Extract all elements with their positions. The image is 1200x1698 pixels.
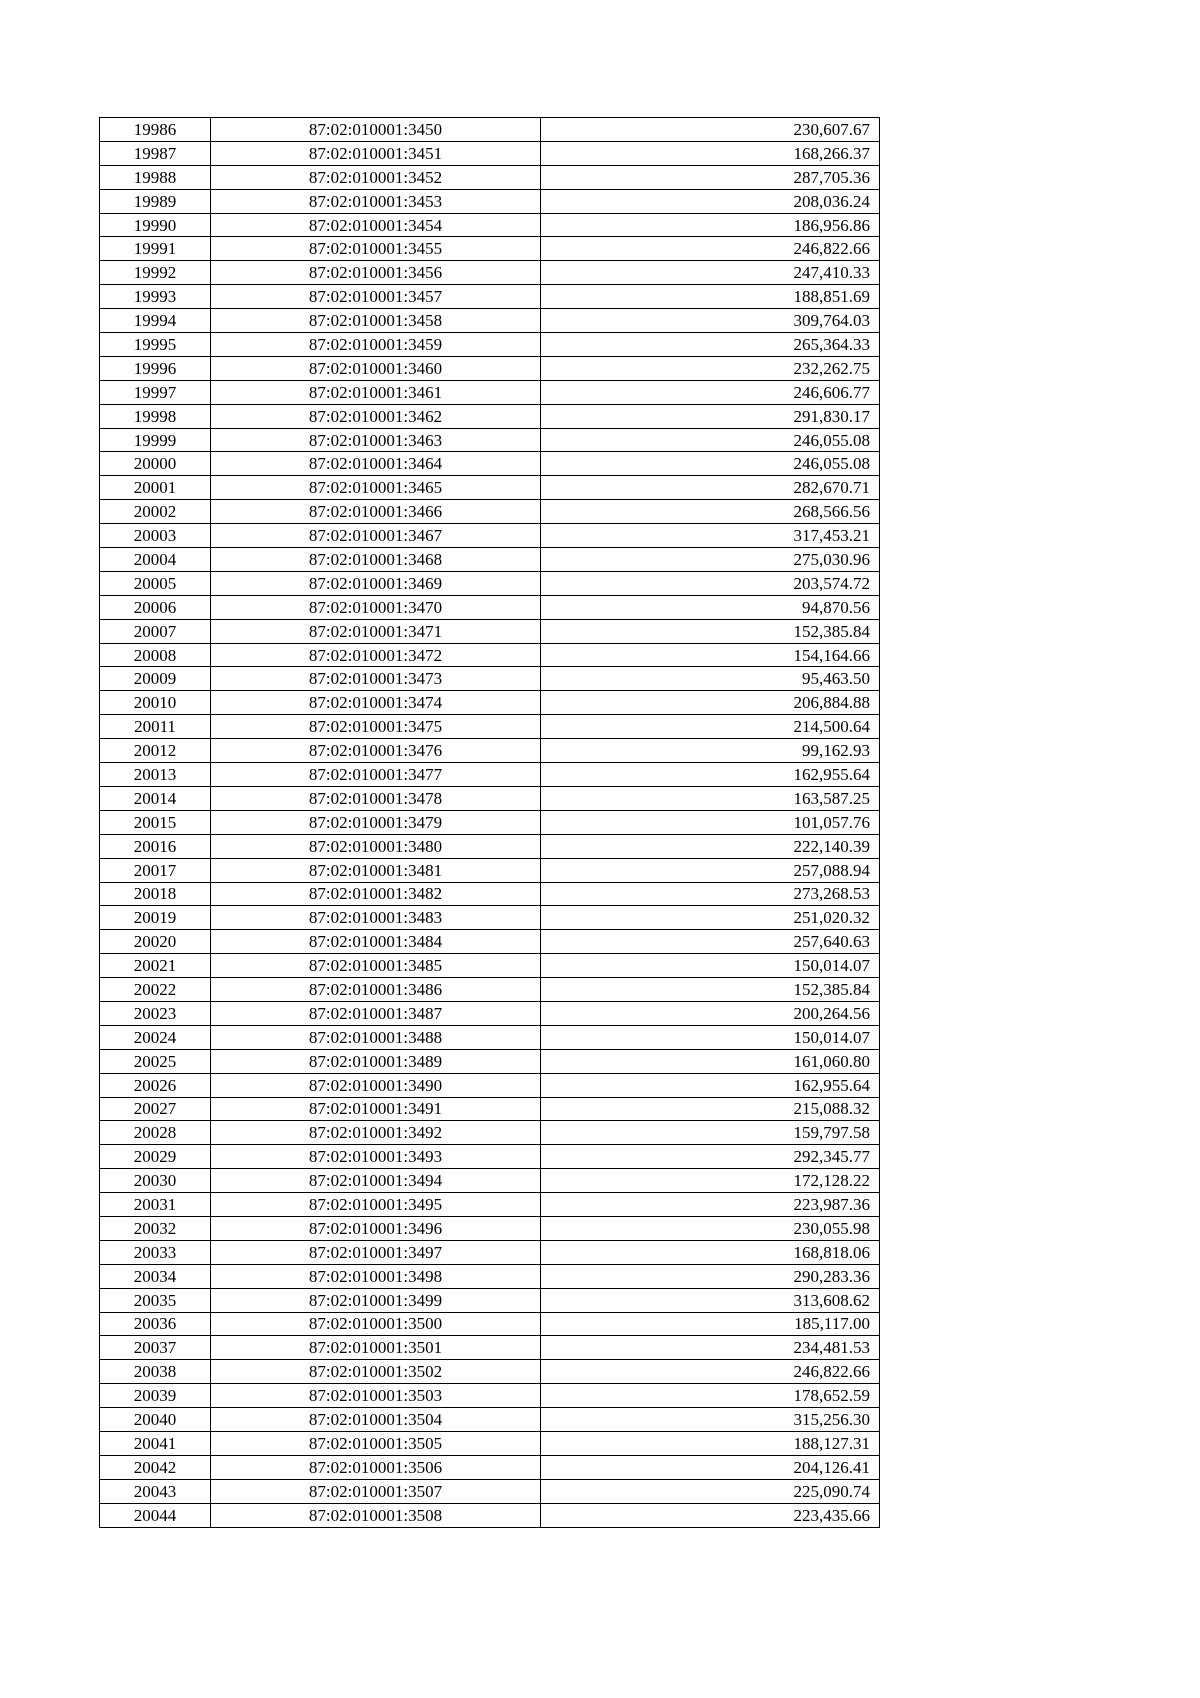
table-row bbox=[100, 1479, 880, 1503]
cadastral-value-cell: 208,036.24 bbox=[541, 189, 880, 213]
table-body bbox=[100, 118, 880, 1528]
cadastral-value-cell: 275,030.96 bbox=[541, 548, 880, 572]
cadastral-value-cell: 168,266.37 bbox=[541, 141, 880, 165]
table-row bbox=[100, 452, 880, 476]
cadastral-value-cell: 223,987.36 bbox=[541, 1193, 880, 1217]
row-number-cell: 19992 bbox=[100, 261, 211, 285]
table-row bbox=[100, 1073, 880, 1097]
row-number-cell: 20011 bbox=[100, 715, 211, 739]
cadastral-number-cell: 87:02:010001:3487 bbox=[211, 1001, 541, 1025]
cadastral-number-cell: 87:02:010001:3466 bbox=[211, 500, 541, 524]
cadastral-number-cell: 87:02:010001:3469 bbox=[211, 571, 541, 595]
cadastral-value-cell: 152,385.84 bbox=[541, 978, 880, 1002]
cadastral-number-cell: 87:02:010001:3468 bbox=[211, 548, 541, 572]
cadastral-value-cell: 287,705.36 bbox=[541, 165, 880, 189]
cadastral-value-cell: 215,088.32 bbox=[541, 1097, 880, 1121]
cadastral-value-cell: 178,652.59 bbox=[541, 1384, 880, 1408]
row-number-cell: 20005 bbox=[100, 571, 211, 595]
cadastral-value-cell: 234,481.53 bbox=[541, 1336, 880, 1360]
cadastral-number-cell: 87:02:010001:3495 bbox=[211, 1193, 541, 1217]
cadastral-value-cell: 317,453.21 bbox=[541, 524, 880, 548]
row-number-cell: 20003 bbox=[100, 524, 211, 548]
row-number-cell: 20034 bbox=[100, 1264, 211, 1288]
table-row bbox=[100, 595, 880, 619]
row-number-cell: 20009 bbox=[100, 667, 211, 691]
cadastral-value-cell: 162,955.64 bbox=[541, 763, 880, 787]
row-number-cell: 20042 bbox=[100, 1455, 211, 1479]
cadastral-number-cell: 87:02:010001:3471 bbox=[211, 619, 541, 643]
cadastral-value-cell: 230,055.98 bbox=[541, 1216, 880, 1240]
cadastral-value-cell: 257,088.94 bbox=[541, 858, 880, 882]
table-row bbox=[100, 428, 880, 452]
cadastral-number-cell: 87:02:010001:3493 bbox=[211, 1145, 541, 1169]
row-number-cell: 20025 bbox=[100, 1049, 211, 1073]
cadastral-number-cell: 87:02:010001:3497 bbox=[211, 1240, 541, 1264]
cadastral-number-cell: 87:02:010001:3476 bbox=[211, 739, 541, 763]
cadastral-number-cell: 87:02:010001:3467 bbox=[211, 524, 541, 548]
row-number-cell: 20026 bbox=[100, 1073, 211, 1097]
cadastral-number-cell: 87:02:010001:3464 bbox=[211, 452, 541, 476]
row-number-cell: 20022 bbox=[100, 978, 211, 1002]
cadastral-value-cell: 163,587.25 bbox=[541, 786, 880, 810]
cadastral-number-cell: 87:02:010001:3477 bbox=[211, 763, 541, 787]
cadastral-number-cell: 87:02:010001:3478 bbox=[211, 786, 541, 810]
table-row bbox=[100, 1097, 880, 1121]
table-row bbox=[100, 1025, 880, 1049]
cadastral-value-cell: 94,870.56 bbox=[541, 595, 880, 619]
row-number-cell: 20008 bbox=[100, 643, 211, 667]
table-row bbox=[100, 1240, 880, 1264]
table-row bbox=[100, 571, 880, 595]
cadastral-number-cell: 87:02:010001:3479 bbox=[211, 810, 541, 834]
table-row bbox=[100, 309, 880, 333]
cadastral-value-cell: 168,818.06 bbox=[541, 1240, 880, 1264]
table-row bbox=[100, 1169, 880, 1193]
cadastral-value-cell: 246,055.08 bbox=[541, 428, 880, 452]
row-number-cell: 20010 bbox=[100, 691, 211, 715]
cadastral-value-cell: 161,060.80 bbox=[541, 1049, 880, 1073]
cadastral-value-cell: 99,162.93 bbox=[541, 739, 880, 763]
row-number-cell: 20038 bbox=[100, 1360, 211, 1384]
cadastral-value-cell: 150,014.07 bbox=[541, 954, 880, 978]
cadastral-number-cell: 87:02:010001:3459 bbox=[211, 333, 541, 357]
cadastral-value-cell: 172,128.22 bbox=[541, 1169, 880, 1193]
table-row bbox=[100, 834, 880, 858]
row-number-cell: 20019 bbox=[100, 906, 211, 930]
row-number-cell: 19991 bbox=[100, 237, 211, 261]
cadastral-value-cell: 214,500.64 bbox=[541, 715, 880, 739]
cadastral-value-cell: 206,884.88 bbox=[541, 691, 880, 715]
cadastral-number-cell: 87:02:010001:3482 bbox=[211, 882, 541, 906]
table-row bbox=[100, 1455, 880, 1479]
cadastral-number-cell: 87:02:010001:3504 bbox=[211, 1408, 541, 1432]
cadastral-value-cell: 257,640.63 bbox=[541, 930, 880, 954]
cadastral-number-cell: 87:02:010001:3475 bbox=[211, 715, 541, 739]
cadastral-value-cell: 222,140.39 bbox=[541, 834, 880, 858]
cadastral-value-cell: 152,385.84 bbox=[541, 619, 880, 643]
cadastral-value-cell: 150,014.07 bbox=[541, 1025, 880, 1049]
row-number-cell: 20037 bbox=[100, 1336, 211, 1360]
row-number-cell: 19999 bbox=[100, 428, 211, 452]
cadastral-number-cell: 87:02:010001:3503 bbox=[211, 1384, 541, 1408]
table-row bbox=[100, 691, 880, 715]
cadastral-value-table bbox=[99, 117, 880, 1528]
cadastral-number-cell: 87:02:010001:3481 bbox=[211, 858, 541, 882]
cadastral-number-cell: 87:02:010001:3508 bbox=[211, 1503, 541, 1527]
cadastral-number-cell: 87:02:010001:3484 bbox=[211, 930, 541, 954]
row-number-cell: 19995 bbox=[100, 333, 211, 357]
cadastral-value-cell: 204,126.41 bbox=[541, 1455, 880, 1479]
table-row bbox=[100, 333, 880, 357]
cadastral-number-cell: 87:02:010001:3470 bbox=[211, 595, 541, 619]
cadastral-number-cell: 87:02:010001:3450 bbox=[211, 118, 541, 142]
table-row bbox=[100, 548, 880, 572]
row-number-cell: 20032 bbox=[100, 1216, 211, 1240]
row-number-cell: 20020 bbox=[100, 930, 211, 954]
table-row bbox=[100, 1193, 880, 1217]
table-row bbox=[100, 1360, 880, 1384]
table-row bbox=[100, 882, 880, 906]
row-number-cell: 20017 bbox=[100, 858, 211, 882]
row-number-cell: 20027 bbox=[100, 1097, 211, 1121]
cadastral-number-cell: 87:02:010001:3458 bbox=[211, 309, 541, 333]
table-row bbox=[100, 763, 880, 787]
cadastral-number-cell: 87:02:010001:3496 bbox=[211, 1216, 541, 1240]
row-number-cell: 20030 bbox=[100, 1169, 211, 1193]
cadastral-value-cell: 101,057.76 bbox=[541, 810, 880, 834]
table-row bbox=[100, 1431, 880, 1455]
row-number-cell: 20006 bbox=[100, 595, 211, 619]
cadastral-number-cell: 87:02:010001:3473 bbox=[211, 667, 541, 691]
cadastral-number-cell: 87:02:010001:3492 bbox=[211, 1121, 541, 1145]
row-number-cell: 20033 bbox=[100, 1240, 211, 1264]
row-number-cell: 20018 bbox=[100, 882, 211, 906]
table-row bbox=[100, 1408, 880, 1432]
cadastral-number-cell: 87:02:010001:3494 bbox=[211, 1169, 541, 1193]
row-number-cell: 20014 bbox=[100, 786, 211, 810]
table-row bbox=[100, 667, 880, 691]
table-row bbox=[100, 1216, 880, 1240]
cadastral-number-cell: 87:02:010001:3488 bbox=[211, 1025, 541, 1049]
row-number-cell: 20012 bbox=[100, 739, 211, 763]
cadastral-value-cell: 268,566.56 bbox=[541, 500, 880, 524]
cadastral-number-cell: 87:02:010001:3452 bbox=[211, 165, 541, 189]
cadastral-number-cell: 87:02:010001:3507 bbox=[211, 1479, 541, 1503]
row-number-cell: 19994 bbox=[100, 309, 211, 333]
row-number-cell: 20043 bbox=[100, 1479, 211, 1503]
cadastral-number-cell: 87:02:010001:3499 bbox=[211, 1288, 541, 1312]
table-row bbox=[100, 500, 880, 524]
table-row bbox=[100, 906, 880, 930]
cadastral-value-cell: 273,268.53 bbox=[541, 882, 880, 906]
cadastral-value-cell: 159,797.58 bbox=[541, 1121, 880, 1145]
cadastral-value-cell: 225,090.74 bbox=[541, 1479, 880, 1503]
table-row bbox=[100, 237, 880, 261]
cadastral-number-cell: 87:02:010001:3498 bbox=[211, 1264, 541, 1288]
table-row bbox=[100, 1312, 880, 1336]
cadastral-value-cell: 291,830.17 bbox=[541, 404, 880, 428]
cadastral-value-cell: 309,764.03 bbox=[541, 309, 880, 333]
table-row bbox=[100, 930, 880, 954]
table-row bbox=[100, 1145, 880, 1169]
cadastral-value-cell: 290,283.36 bbox=[541, 1264, 880, 1288]
table-row bbox=[100, 1503, 880, 1527]
cadastral-number-cell: 87:02:010001:3500 bbox=[211, 1312, 541, 1336]
row-number-cell: 19997 bbox=[100, 380, 211, 404]
table-row bbox=[100, 643, 880, 667]
cadastral-value-cell: 246,822.66 bbox=[541, 1360, 880, 1384]
row-number-cell: 20021 bbox=[100, 954, 211, 978]
cadastral-number-cell: 87:02:010001:3501 bbox=[211, 1336, 541, 1360]
row-number-cell: 20000 bbox=[100, 452, 211, 476]
cadastral-value-cell: 188,127.31 bbox=[541, 1431, 880, 1455]
table-row bbox=[100, 858, 880, 882]
table-row bbox=[100, 1336, 880, 1360]
table-row bbox=[100, 118, 880, 142]
cadastral-value-cell: 251,020.32 bbox=[541, 906, 880, 930]
cadastral-value-cell: 246,822.66 bbox=[541, 237, 880, 261]
cadastral-number-cell: 87:02:010001:3456 bbox=[211, 261, 541, 285]
cadastral-number-cell: 87:02:010001:3486 bbox=[211, 978, 541, 1002]
table-row bbox=[100, 1264, 880, 1288]
cadastral-number-cell: 87:02:010001:3474 bbox=[211, 691, 541, 715]
row-number-cell: 20041 bbox=[100, 1431, 211, 1455]
table-row bbox=[100, 786, 880, 810]
table-row bbox=[100, 524, 880, 548]
row-number-cell: 20002 bbox=[100, 500, 211, 524]
cadastral-value-cell: 188,851.69 bbox=[541, 285, 880, 309]
cadastral-value-cell: 186,956.86 bbox=[541, 213, 880, 237]
cadastral-number-cell: 87:02:010001:3461 bbox=[211, 380, 541, 404]
row-number-cell: 20016 bbox=[100, 834, 211, 858]
table-row bbox=[100, 954, 880, 978]
row-number-cell: 19990 bbox=[100, 213, 211, 237]
table-row bbox=[100, 404, 880, 428]
row-number-cell: 20031 bbox=[100, 1193, 211, 1217]
table-row bbox=[100, 1121, 880, 1145]
row-number-cell: 20004 bbox=[100, 548, 211, 572]
row-number-cell: 20044 bbox=[100, 1503, 211, 1527]
table-row bbox=[100, 165, 880, 189]
cadastral-value-cell: 185,117.00 bbox=[541, 1312, 880, 1336]
cadastral-value-cell: 265,364.33 bbox=[541, 333, 880, 357]
table-row bbox=[100, 356, 880, 380]
cadastral-number-cell: 87:02:010001:3462 bbox=[211, 404, 541, 428]
table-row bbox=[100, 619, 880, 643]
cadastral-number-cell: 87:02:010001:3453 bbox=[211, 189, 541, 213]
cadastral-number-cell: 87:02:010001:3451 bbox=[211, 141, 541, 165]
table-row bbox=[100, 261, 880, 285]
table-row bbox=[100, 810, 880, 834]
table-row bbox=[100, 476, 880, 500]
cadastral-value-cell: 282,670.71 bbox=[541, 476, 880, 500]
cadastral-value-cell: 246,055.08 bbox=[541, 452, 880, 476]
cadastral-value-cell: 95,463.50 bbox=[541, 667, 880, 691]
cadastral-number-cell: 87:02:010001:3489 bbox=[211, 1049, 541, 1073]
cadastral-number-cell: 87:02:010001:3485 bbox=[211, 954, 541, 978]
table-row bbox=[100, 213, 880, 237]
table-row bbox=[100, 189, 880, 213]
cadastral-number-cell: 87:02:010001:3460 bbox=[211, 356, 541, 380]
cadastral-number-cell: 87:02:010001:3472 bbox=[211, 643, 541, 667]
cadastral-value-cell: 315,256.30 bbox=[541, 1408, 880, 1432]
cadastral-number-cell: 87:02:010001:3502 bbox=[211, 1360, 541, 1384]
row-number-cell: 19987 bbox=[100, 141, 211, 165]
row-number-cell: 20015 bbox=[100, 810, 211, 834]
row-number-cell: 20023 bbox=[100, 1001, 211, 1025]
row-number-cell: 20035 bbox=[100, 1288, 211, 1312]
cadastral-number-cell: 87:02:010001:3483 bbox=[211, 906, 541, 930]
table-row bbox=[100, 1384, 880, 1408]
cadastral-value-cell: 292,345.77 bbox=[541, 1145, 880, 1169]
cadastral-value-cell: 162,955.64 bbox=[541, 1073, 880, 1097]
cadastral-number-cell: 87:02:010001:3480 bbox=[211, 834, 541, 858]
row-number-cell: 20028 bbox=[100, 1121, 211, 1145]
row-number-cell: 19993 bbox=[100, 285, 211, 309]
cadastral-value-cell: 223,435.66 bbox=[541, 1503, 880, 1527]
row-number-cell: 20040 bbox=[100, 1408, 211, 1432]
cadastral-number-cell: 87:02:010001:3455 bbox=[211, 237, 541, 261]
cadastral-number-cell: 87:02:010001:3457 bbox=[211, 285, 541, 309]
row-number-cell: 20036 bbox=[100, 1312, 211, 1336]
table-row bbox=[100, 285, 880, 309]
cadastral-number-cell: 87:02:010001:3490 bbox=[211, 1073, 541, 1097]
cadastral-value-cell: 203,574.72 bbox=[541, 571, 880, 595]
row-number-cell: 20001 bbox=[100, 476, 211, 500]
cadastral-value-cell: 313,608.62 bbox=[541, 1288, 880, 1312]
cadastral-value-cell: 154,164.66 bbox=[541, 643, 880, 667]
row-number-cell: 19998 bbox=[100, 404, 211, 428]
cadastral-number-cell: 87:02:010001:3491 bbox=[211, 1097, 541, 1121]
cadastral-number-cell: 87:02:010001:3505 bbox=[211, 1431, 541, 1455]
row-number-cell: 20007 bbox=[100, 619, 211, 643]
table-row bbox=[100, 380, 880, 404]
cadastral-number-cell: 87:02:010001:3506 bbox=[211, 1455, 541, 1479]
table-row bbox=[100, 1049, 880, 1073]
row-number-cell: 20024 bbox=[100, 1025, 211, 1049]
table-row bbox=[100, 141, 880, 165]
table-row bbox=[100, 1001, 880, 1025]
row-number-cell: 20029 bbox=[100, 1145, 211, 1169]
row-number-cell: 19986 bbox=[100, 118, 211, 142]
cadastral-value-cell: 247,410.33 bbox=[541, 261, 880, 285]
cadastral-number-cell: 87:02:010001:3463 bbox=[211, 428, 541, 452]
table-row bbox=[100, 739, 880, 763]
table-row bbox=[100, 1288, 880, 1312]
row-number-cell: 19989 bbox=[100, 189, 211, 213]
cadastral-value-cell: 246,606.77 bbox=[541, 380, 880, 404]
cadastral-value-cell: 232,262.75 bbox=[541, 356, 880, 380]
row-number-cell: 19988 bbox=[100, 165, 211, 189]
cadastral-number-cell: 87:02:010001:3465 bbox=[211, 476, 541, 500]
row-number-cell: 20039 bbox=[100, 1384, 211, 1408]
cadastral-value-cell: 200,264.56 bbox=[541, 1001, 880, 1025]
cadastral-value-cell: 230,607.67 bbox=[541, 118, 880, 142]
row-number-cell: 19996 bbox=[100, 356, 211, 380]
row-number-cell: 20013 bbox=[100, 763, 211, 787]
cadastral-number-cell: 87:02:010001:3454 bbox=[211, 213, 541, 237]
table-row bbox=[100, 715, 880, 739]
table-row bbox=[100, 978, 880, 1002]
